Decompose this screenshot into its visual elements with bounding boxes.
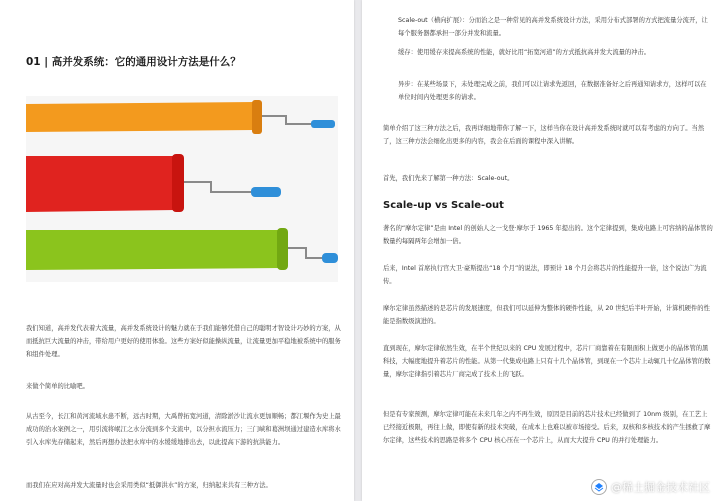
orange-paint-stripe bbox=[26, 102, 259, 132]
watermark bbox=[591, 479, 710, 495]
right-paragraph-2: 后来，Intel 首席执行官大卫·豪斯提出“18 个月”的说法，即预计 18 个月会将芯片的性能提升一倍，这个说法广为流传。 bbox=[383, 265, 707, 285]
chapter-heading: 01 | 高并发系统：它的通用设计方法是什么？ bbox=[26, 56, 241, 68]
right-paragraph-first-method: 首先，我们先来了解第一种方法：Scale-out。 bbox=[383, 175, 514, 182]
paint-rollers-illustration bbox=[26, 96, 338, 282]
list-item-cache: 缓存：使用缓存来提高系统的性能，就好比用“拓宽河道”的方式抵抗高并发大流量的冲击。 bbox=[398, 49, 651, 56]
list-item-async: 异步：在某些场景下，未处理完成之前，我们可以让请求先返回，在数据准备好之后再通知请求方，这样可以在单位时间内处理更多的请求。 bbox=[398, 81, 707, 101]
juejin-logo-icon bbox=[591, 479, 607, 495]
left-paragraph-4: 而我们在应对高并发大流量时也会采用类似“抵御洪水”的方案，归纳起来共有三种方法。 bbox=[26, 482, 272, 489]
left-paragraph-1: 我们知道，高并发代表着大流量，高并发系统设计的魅力就在于我们能够凭借自己的聪明才智设计巧妙的方案，从而抵抗巨大流量的冲击，带给用户更好的使用体验。这些方案好似能操纵流量，让流量更加平稳地被系统中的服务和组件处理。 bbox=[26, 325, 341, 358]
right-paragraph-intro: 简单介绍了这三种方法之后，我再详细地带你了解一下，这样当你在设计高并发系统时就可以有考虑的方向了。当然了，这三种方法会细化出更多的内容，我会在后面的课程中深入讲解。 bbox=[383, 125, 705, 145]
left-paragraph-3: 从古至今，长江和黄河流域水患不断，远古时期，大禹曾拓宽河道，清除淤沙让流水更加顺畅；都江堰作为史上最成功的治水案例之一，用引流将岷江之水分流到多个支流中，以分担水流压力；三门峡和葛洲坝通过建造水库将水引入水库先存储起来，然后再想办法把水库中的水缓缓地排出去，以此提高下游的抗洪能力。 bbox=[26, 413, 341, 446]
green-roller-icon bbox=[277, 228, 288, 270]
section-subheading: Scale-up vs Scale-out bbox=[383, 200, 504, 211]
green-paint-stripe bbox=[26, 230, 285, 270]
orange-roller-icon bbox=[252, 100, 262, 134]
right-paragraph-4: 直到现在，摩尔定律依然生效，在半个世纪以来的 CPU 发展过程中，芯片厂商靠着在有限面积上做更小的晶体管的黑科技，大幅度地提升着芯片的性能。从第一代集成电路上只有十几个晶体管，到现在一个芯片上动辄几十亿晶体管的数量，摩尔定律指引着芯片厂商完成了技术上的飞跃。 bbox=[383, 345, 711, 378]
watermark-text: @稀土掘金技术社区 bbox=[611, 481, 710, 494]
list-item-scale-out: Scale-out（横向扩展）：分而治之是一种常见的高并发系统设计方法，采用分布式部署的方式把流量分流开，让每个服务器都承担一部分并发和流量。 bbox=[398, 17, 708, 37]
left-page bbox=[0, 0, 354, 501]
right-paragraph-5: 但是有专家预测，摩尔定律可能在未来几年之内不再生效，原因是目前的芯片技术已经做到了 10nm 级别，在工艺上已经接近极限，再往上做，即使有新的技术突破，在成本上也难以被市场接受。后来，双核和多核技术的产生拯救了摩尔定律，这些技术的思路是将多个 CPU 核心压在一个芯片上，从而大大提升 CPU 的并行处理能力。 bbox=[383, 411, 711, 444]
right-paragraph-1: 著名的“摩尔定律”是由 Intel 的创始人之一戈登·摩尔于 1965 年提出的。这个定律提到，集成电路上可容纳的晶体管的数量约每隔两年会增加一倍。 bbox=[383, 225, 713, 245]
right-paragraph-3: 摩尔定律虽然描述的是芯片的发展速度，但我们可以延伸为整体的硬件性能，从 20 世纪后半叶开始，计算机硬件的性能是指数级演进的。 bbox=[383, 305, 710, 325]
red-roller-icon bbox=[172, 154, 184, 212]
right-page bbox=[362, 0, 720, 501]
left-paragraph-2: 来做个简单的比喻吧。 bbox=[26, 383, 89, 390]
paint-rollers-image bbox=[26, 96, 338, 282]
red-paint-stripe bbox=[26, 156, 180, 212]
